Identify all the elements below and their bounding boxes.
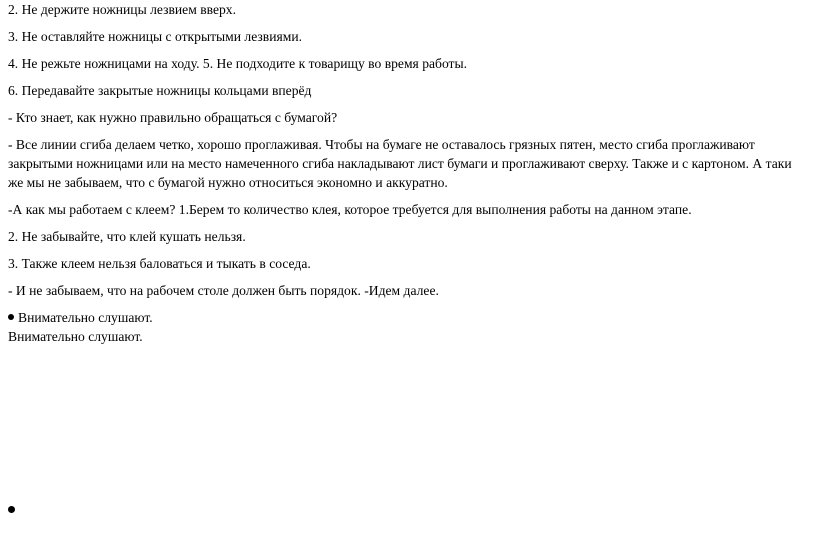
paragraph: 3. Также клеем нельзя баловаться и тыкать в соседа. <box>8 256 311 271</box>
bullet-list-item <box>8 308 808 327</box>
paragraph: -А как мы работаем с клеем? 1.Берем то количество клея, которое требуется для выполнения работы на данном этапе. <box>8 202 692 217</box>
bullet-icon <box>8 314 14 320</box>
document-body <box>8 0 808 346</box>
paragraph: 3. Не оставляйте ножницы с открытыми лезвиями. <box>8 29 303 44</box>
paragraph: - И не забываем, что на рабочем столе должен быть порядок. -Идем далее. <box>8 283 439 298</box>
paragraph: 4. Не режьте ножницами на ходу. 5. Не подходите к товарищу во время работы. <box>8 56 468 71</box>
paragraph: 2. Не забывайте, что клей кушать нельзя. <box>8 229 246 244</box>
bullet-item-text: Внимательно слушают. <box>18 310 153 325</box>
paragraph: - Кто знает, как нужно правильно обращаться с бумагой? <box>8 110 338 125</box>
plain-line: Внимательно слушают. <box>8 329 143 344</box>
paragraph: - Все линии сгиба делаем четко, хорошо проглаживая. Чтобы на бумаге не оставалось грязных пятен, место сгиба проглаживают закрытыми ножницами или на место намеченного сгиба накладывают лист бумаги и проглаживают сверху. Также и с картоном. А таки же мы не забываем, что с бумагой нужно относиться экономно и аккуратно. <box>8 137 792 190</box>
paragraph: 2. Не держите ножницы лезвием вверх. <box>8 2 236 17</box>
empty-bullet-icon <box>8 506 15 513</box>
paragraph: 6. Передавайте закрытые ножницы кольцами вперёд <box>8 83 312 98</box>
